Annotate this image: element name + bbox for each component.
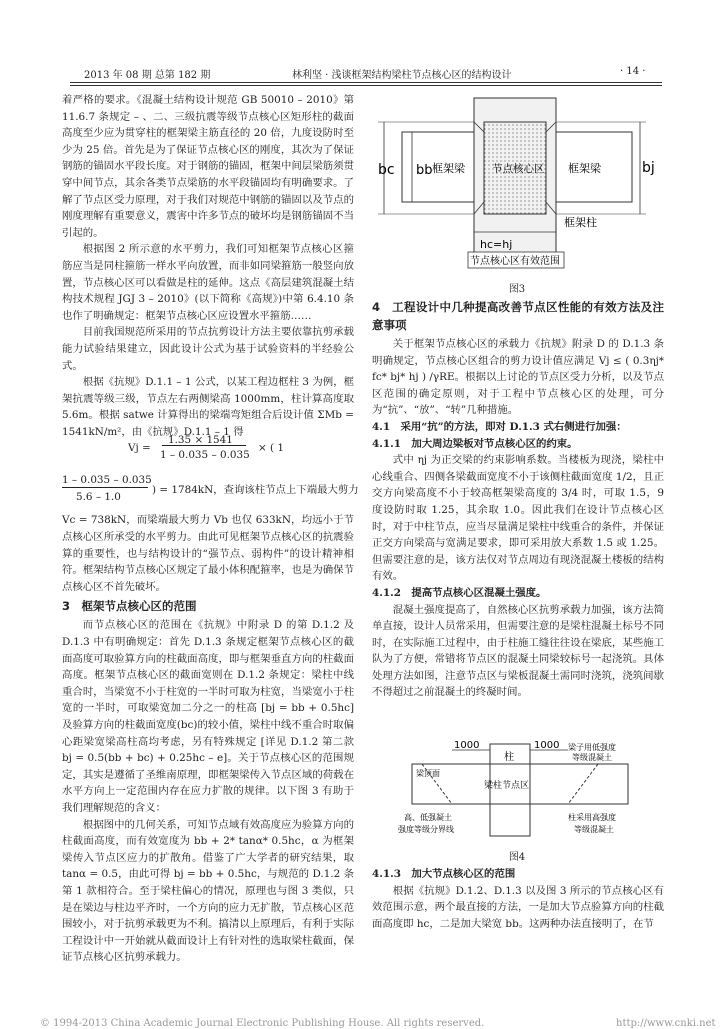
formula-tail: × ( 1 xyxy=(258,442,284,455)
label-frame-beam-right: 框架梁 xyxy=(568,162,601,175)
figure-3 xyxy=(372,92,662,282)
paragraph: 根据图 2 所示意的水平剪力，我们可知框架节点核心区箍筋应当是同柱箍筋一样水平向放置，而非如同梁箍筋一般竖向放置，节点核心区可以看做是柱的延伸。这点《高层建筑混凝土结构技术规程 JGJ 3 – 2010》(以下简称《高规》)中第 6.4.10 条也作了明确规定：框架节点核心区应设置水平箍筋…… xyxy=(62,243,354,322)
dim-left: 1000 xyxy=(454,740,480,751)
formula2-denominator: 5.6 – 1.0 xyxy=(76,491,121,504)
label-frame-beam-left: 框架梁 xyxy=(432,162,465,175)
subsection-heading: 4.1.1 加大周边梁板对节点核心区的约束。 xyxy=(372,437,578,450)
page-header xyxy=(0,66,724,80)
label-core: 梁柱节点区 xyxy=(484,781,530,791)
formula2-numerator: 1 – 0.035 – 0.035 xyxy=(62,474,152,487)
label-core-range: 节点核心区有效范围 xyxy=(470,256,560,267)
subsection-heading: 4.1.3 加大节点核心区的范围 xyxy=(372,868,516,880)
header-rule-2 xyxy=(70,85,662,86)
label-bc: bc xyxy=(378,162,395,178)
footer-url[interactable]: http://www.cnki.net xyxy=(616,1018,716,1029)
section-heading: 3 框架节点核心区的范围 xyxy=(62,599,197,614)
label-beam-grade: 梁子用低强度 xyxy=(568,743,616,752)
figure-4-caption: 图4 xyxy=(508,852,526,863)
paragraph: 根据《抗规》D.1.1 – 1 公式，以某工程边框柱 3 为例，框架抗震等级三级，节点左右两侧梁高 1000mm，柱计算高度取 5.6m。根据 satwe 计算得出的梁端弯矩组合后设计值 ΣMb = 1541kN/m²，由《抗规》D.1.1 – 1 得 xyxy=(62,376,354,438)
label-column: 柱 xyxy=(504,752,514,763)
running-title: 林利坚 · 浅谈框架结构梁柱节点核心区的结构设计 xyxy=(292,70,512,81)
issue-info: 2013 年 08 期 总第 182 期 xyxy=(84,70,211,81)
label-hc-eq: hc=hj xyxy=(480,238,513,251)
label-beam-grade-2: 等级混凝土 xyxy=(572,753,612,762)
fraction-bar xyxy=(162,445,246,446)
paragraph: 混凝土强度提高了，自然核心区抗剪承载力加强，该方法简单直接，设计人员常采用，但需要注意的是梁柱混凝土标号不同时，在实际施工过程中，由于柱施工缝往往设在梁底，某些施工队为了方便，常错将节点区的混凝土同梁较标号一起浇筑。具体处理方法如图，注意节点区与梁板混凝土需同时浇筑，浇筑间歇不得超过之前混凝土的终凝时间。 xyxy=(372,603,664,699)
label-high-grade-sub: 等级混凝土 xyxy=(574,825,614,834)
formula-lhs: Vj = xyxy=(128,442,151,455)
paragraph: 根据《抗规》D.1.2、D.1.3 以及图 3 所示的节点核心区有效范围示意，两个最直接的方法，一是加大节点验算方向的柱截面高度即 hc，二是加大梁宽 bb。这两种办法直接明了，在节 xyxy=(372,884,664,930)
copyright: © 1994-2013 China Academic Journal Electronic Publishing House. All rights reserved. xyxy=(40,1018,485,1029)
section-heading: 4 工程设计中几种提高改善节点区性能的有效方法及注意事项 xyxy=(372,300,664,332)
right-column-bottom xyxy=(372,866,664,932)
fraction-bar xyxy=(62,487,148,488)
dim-right: 1000 xyxy=(534,740,560,751)
label-beam-soffit: 梁顶面 xyxy=(416,769,440,778)
figure-3-caption: 图3 xyxy=(508,284,526,295)
paragraph: 式中 ηj 为正交梁的约束影响系数。当楼板为现浇，梁柱中心线重合、四侧各梁截面宽度不小于该侧柱截面宽度 1/2，且正交方向梁高度不小于较高框架梁高度的 3/4 时，可取 1.5，9 度设防时取 1.25，其余取 1.0。因此我们在设计节点核心区时，对于中柱节点，应当尽量满足梁柱中线重合的条件，并保证正交方向梁高与宽满足要求，即可采用放大系数 1.5 或 1.25。但需要注意的是，该方法仅对节点周边有现浇混凝土楼板的结构有效。 xyxy=(372,454,664,583)
formula-2 xyxy=(62,474,359,524)
label-core-zone: 节点核心区 xyxy=(492,163,545,175)
label-bj: bj xyxy=(642,160,655,176)
paragraph: 关于框架节点核心区的承载力《抗规》附录 D 的 D.1.3 条明确规定，节点核心区组合的剪力设计值应满足 Vj ≤ ( 0.3ηj* fc* bj* hj ) /γRE。根据以上讨论的节点区受力分析，以及节点区范围的确定原则，对于工程中节点核心区的处理，可分为“抗”、“放”、“转”几种措施。 xyxy=(372,338,664,417)
paragraph: 根据图中的几何关系，可知节点域有效高度应为验算方向的柱截面高度，而有效宽度为 bb + 2* tanα* 0.5hc，α 为框架梁传入节点区应力的扩散角。借鉴了广大学者的研究结果，取 tanα = 0.5，由此可得 bj = bb + 0.5hc，与规范的 D.1.2 条第 1 款相符合。至于梁柱偏心的情况，原理也与图 3 类似，只是在梁边与柱边平齐时，一个方向的应力无扩散，节点核心区范围较小，对于抗剪承载更为不利。搞清以上原理后，有利于实际工程设计中一开始就从截面设计上有针对性的选取梁柱截面，保证节点核心区抗剪承载力。 xyxy=(62,818,354,964)
label-high-grade: 柱采用高强度 xyxy=(568,813,616,822)
paragraph: 而节点核心区的范围在《抗规》中附录 D 的第 D.1.2 及 D.1.3 中有明确规定：首先 D.1.3 条规定框架节点核心区的截面高度可取验算方向的柱截面高度，即与框架垂直方向的柱截面高度。框架节点核心区的截面宽则在 D.1.2 条规定：梁柱中线重合时，当梁宽不小于柱宽的一半时可取为柱宽，当梁宽小于柱宽的一半时，可取梁宽加二分之一的柱高 [bj = bb + 0.5hc] 及验算方向的柱截面宽度(bc)的较小值，梁柱中线不重合时取偏心距梁宽梁高柱高均考虑，另有特殊规定 [详见 D.1.2 第二款 bj = 0.5(bb + bc) + 0.25hc – e]。关于节点核心区的范围规定，其实是遵循了圣维南原理，即框架梁传入节点区域的荷载在水平方向上一定范围内存在应力扩散的规律。以下图 3 有助于我们理解规范的含义： xyxy=(62,619,354,814)
label-frame-column: 框架柱 xyxy=(564,216,597,229)
left-column xyxy=(62,92,359,966)
formula2-tail: ) = 1784kN，查询该柱节点上下端最大剪力 xyxy=(152,484,359,497)
subsection-heading: 4.1.2 提高节点核心区混凝土强度。 xyxy=(372,586,547,599)
page-number: · 14 · xyxy=(620,66,646,77)
label-low-grade: 高、低强凝土 xyxy=(404,813,452,822)
label-bb: bb xyxy=(416,163,433,178)
paragraph: 着严格的要求。《混凝土结构设计规范 GB 50010 – 2010》第 11.6.7 条规定 – 、二、三级抗震等级节点核心区矩形柱的截面高度至少应为贯穿柱的框架梁主筋直径的 20 倍，九度设防时至少为 25 倍。首先是为了保证节点核心区的刚度，其次为了保证钢筋的锚固水平段长度。对于钢筋的锚固，框架中间层梁筋须贯穿中间节点，其余各类节点梁筋的水平段锚固均有明确要求。了解了节点区受力原理，对于我们对规范中钢筋的锚固以及节点的刚度理解有重要意义，震害中许多节点的破坏均是钢筋锚固不当引起的。 xyxy=(62,94,354,239)
formula-numerator: 1.35 × 1541 xyxy=(168,434,233,447)
subsection-heading: 4.1 采用“抗”的方法，即对 D.1.3 式右侧进行加强： xyxy=(372,420,627,433)
paragraph: 目前我国规范所采用的节点抗剪设计方法主要依靠抗剪承载能力试验结果建立，因此设计公式为基于试验资料的半经验公式。 xyxy=(62,326,354,372)
label-low-grade-sub: 强度等级分界线 xyxy=(398,825,454,834)
header-rule xyxy=(70,82,662,83)
right-column xyxy=(372,296,664,701)
formula-denominator: 1 – 0.035 – 0.035 xyxy=(160,449,250,462)
figure-4 xyxy=(392,740,648,840)
paragraph: Vc = 738kN，而梁端最大剪力 Vb 也仅 633kN，均远小于节点核心区所承受的水平剪力。由此可见框架节点核心区的抗震验算的重要性，也与结构设计的“强节点、弱构件”的设计精神相符。框架结构节点核心区规定了最小体积配箍率，也是为确保节点核心区不首先破坏。 xyxy=(62,514,354,593)
